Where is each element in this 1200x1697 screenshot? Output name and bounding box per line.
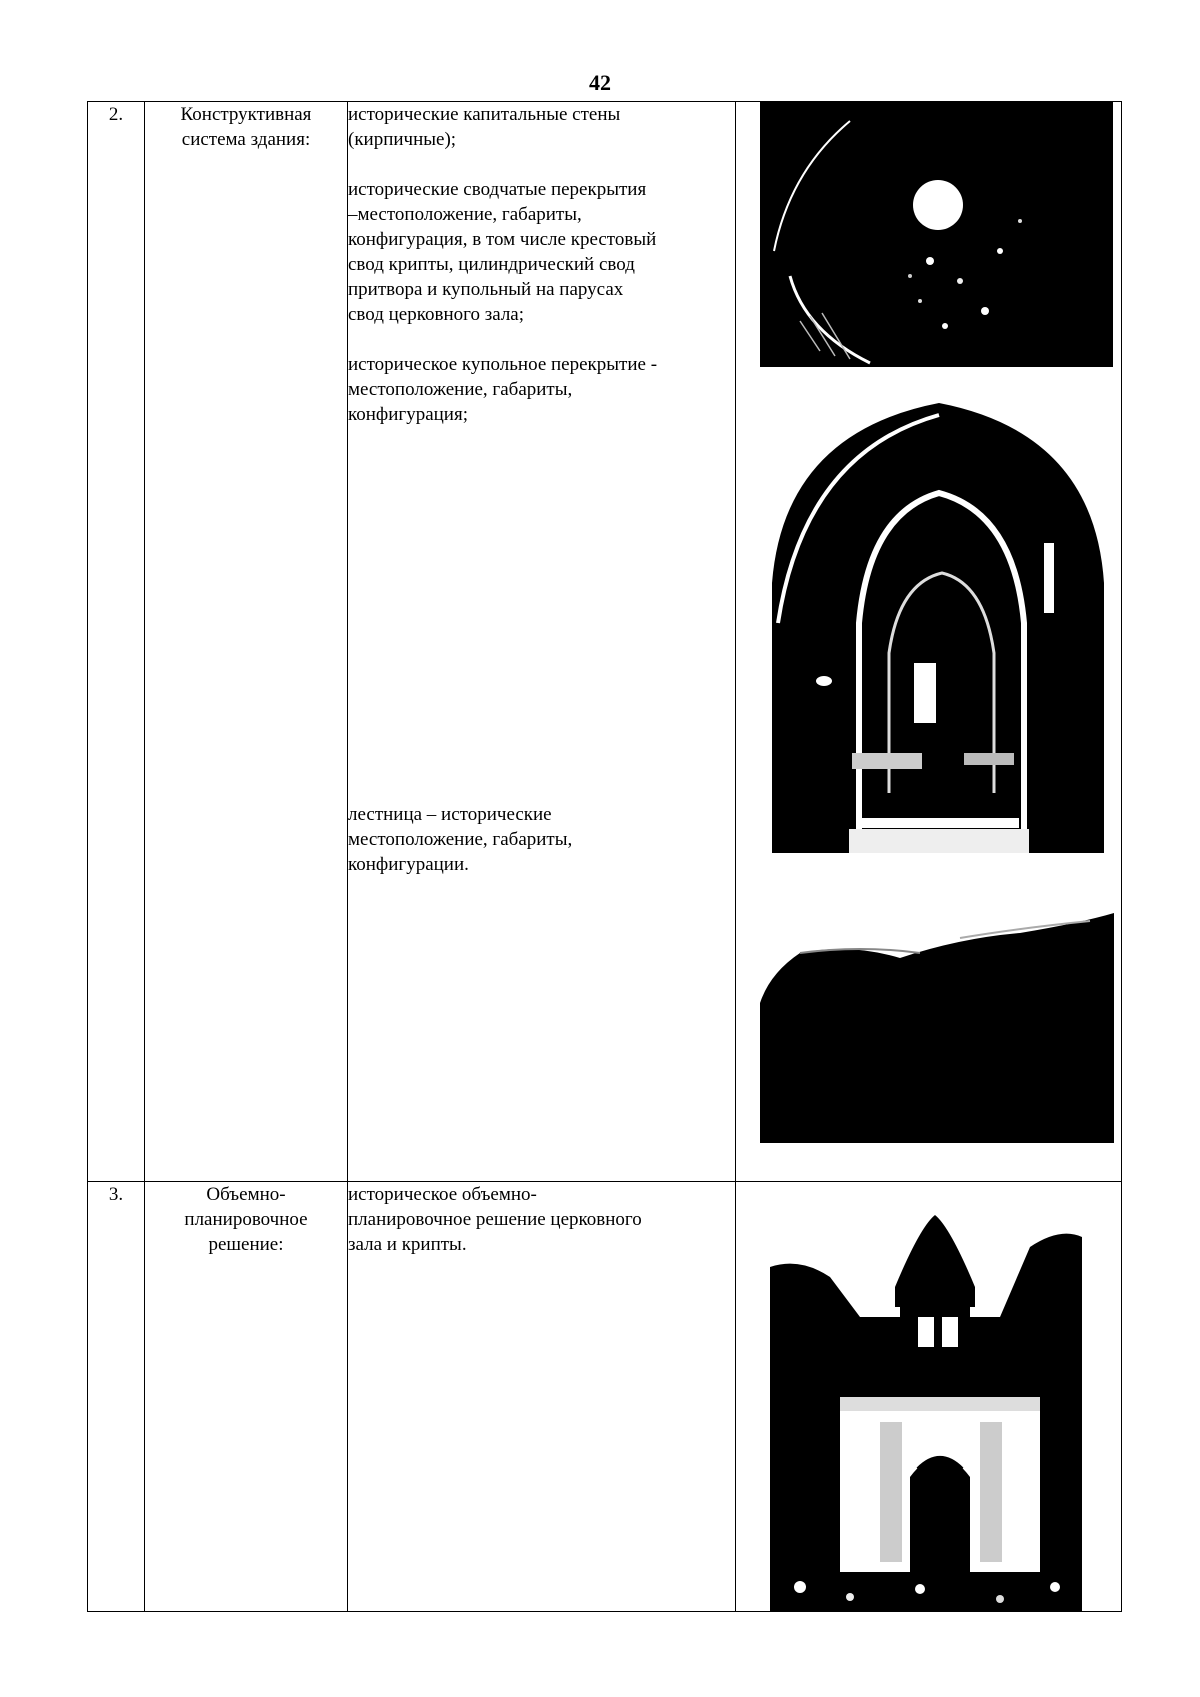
row-description [348,1182,736,1612]
text-line: лестница – исторические [348,804,552,825]
row-name-line: система здания: [181,129,311,150]
row-name [145,1182,348,1612]
text-line: конфигурация; [348,404,468,425]
stairs-photo [760,913,1114,1143]
paragraph-stairs [348,802,735,877]
text-line: свод крипты, цилиндрический свод [348,254,635,275]
nave-interior-photo [764,393,1110,853]
row-name-line: Объемно- [206,1184,286,1205]
text-line: конфигурация, в том числе крестовый [348,229,657,250]
text-line: исторические капитальные стены [348,104,621,125]
row-name-line: решение: [208,1234,284,1255]
row-number: 3. [88,1182,145,1612]
text-line: свод церковного зала; [348,304,525,325]
row-name-line: планировочное [184,1209,308,1230]
text-line: местоположение, габариты, [348,829,573,850]
text-line: зала и крипты. [348,1234,467,1255]
paragraph-vaults [348,177,735,327]
paragraph-walls [348,102,735,152]
text-line: исторические сводчатые перекрытия [348,179,647,200]
text-line: –местоположение, габариты, [348,204,582,225]
dome-interior-photo [760,101,1113,367]
text-line: историческое объемно- [348,1184,537,1205]
row-number: 2. [88,102,145,1182]
text-line: конфигурации. [348,854,469,875]
row-name-line: Конструктивная [180,104,312,125]
church-exterior-photo [770,1207,1082,1612]
text-line: планировочное решение церковного [348,1209,642,1230]
text-line: (кирпичные); [348,129,457,150]
text-line: историческое купольное перекрытие - [348,354,658,375]
paragraph-layout [348,1182,735,1257]
page-number: 42 [589,70,611,95]
text-line: местоположение, габариты, [348,379,573,400]
text-line: притвора и купольный на парусах [348,279,624,300]
paragraph-dome [348,352,735,427]
row-name [145,102,348,1182]
row-description [348,102,736,1182]
